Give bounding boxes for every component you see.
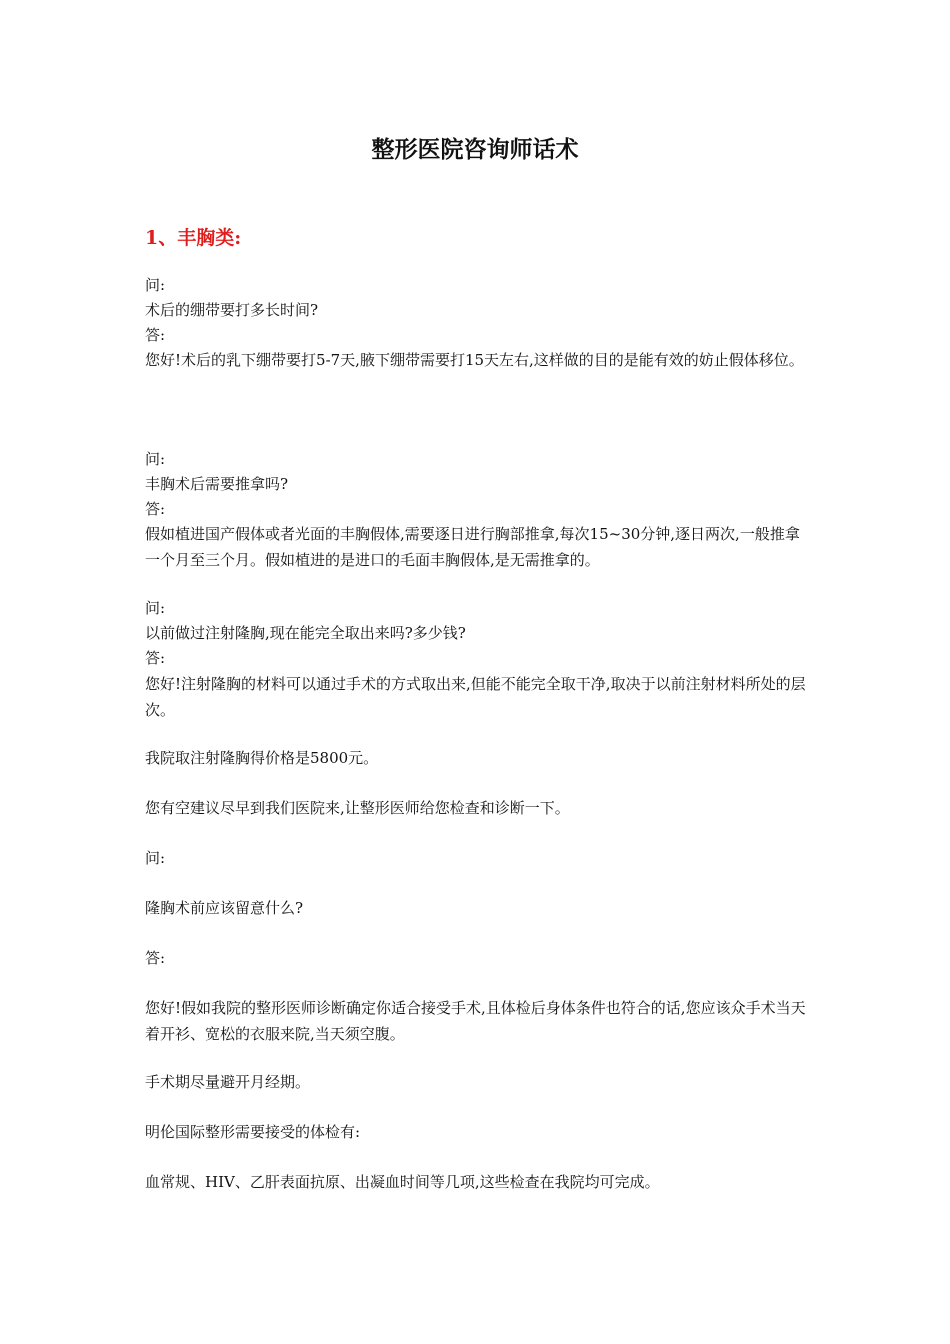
question-label: 问: xyxy=(145,849,166,867)
question-label: 问: xyxy=(145,599,166,617)
document-title: 整形医院咨询师话术 xyxy=(371,136,579,163)
question-text: 丰胸术后需要推拿吗? xyxy=(145,475,289,493)
question-label: 问: xyxy=(145,276,166,294)
paragraph-text: 明伦国际整形需要接受的体检有: xyxy=(145,1123,361,1141)
answer-text: 您好!注射隆胸的材料可以通过手术的方式取出来,但能不能完全取干净,取决于以前注射材料所处的层次。 xyxy=(145,675,806,719)
answer-text: 您好!假如我院的整形医师诊断确定你适合接受手术,且体检后身体条件也符合的话,您应该众手术当天着开衫、宽松的衣服来院,当天须空腹。 xyxy=(145,999,806,1043)
paragraph-text: 血常规、HIV、乙肝表面抗原、出凝血时间等几项,这些检查在我院均可完成。 xyxy=(145,1173,660,1191)
answer-label: 答: xyxy=(145,500,166,518)
answer-label: 答: xyxy=(145,649,166,667)
answer-label: 答: xyxy=(145,326,166,344)
section-heading: 1、丰胸类: xyxy=(145,227,242,249)
answer-text: 假如植进国产假体或者光面的丰胸假体,需要逐日进行胸部推拿,每次15~30分钟,逐日两次,一般推拿一个月至三个月。假如植进的是进口的毛面丰胸假体,是无需推拿的。 xyxy=(145,525,800,569)
question-text: 以前做过注射隆胸,现在能完全取出来吗?多少钱? xyxy=(145,624,466,642)
question-text: 隆胸术前应该留意什么? xyxy=(145,899,304,917)
paragraph-text: 您有空建议尽早到我们医院来,让整形医师给您检查和诊断一下。 xyxy=(145,799,570,817)
paragraph-text: 手术期尽量避开月经期。 xyxy=(145,1073,311,1091)
paragraph-text: 我院取注射隆胸得价格是5800元。 xyxy=(145,749,379,767)
answer-text: 您好!术后的乳下绷带要打5-7天,腋下绷带需要打15天左右,这样做的目的是能有效的妨止假体移位。 xyxy=(145,351,804,369)
answer-label: 答: xyxy=(145,949,166,967)
question-text: 术后的绷带要打多长时间? xyxy=(145,301,319,319)
question-label: 问: xyxy=(145,450,166,468)
